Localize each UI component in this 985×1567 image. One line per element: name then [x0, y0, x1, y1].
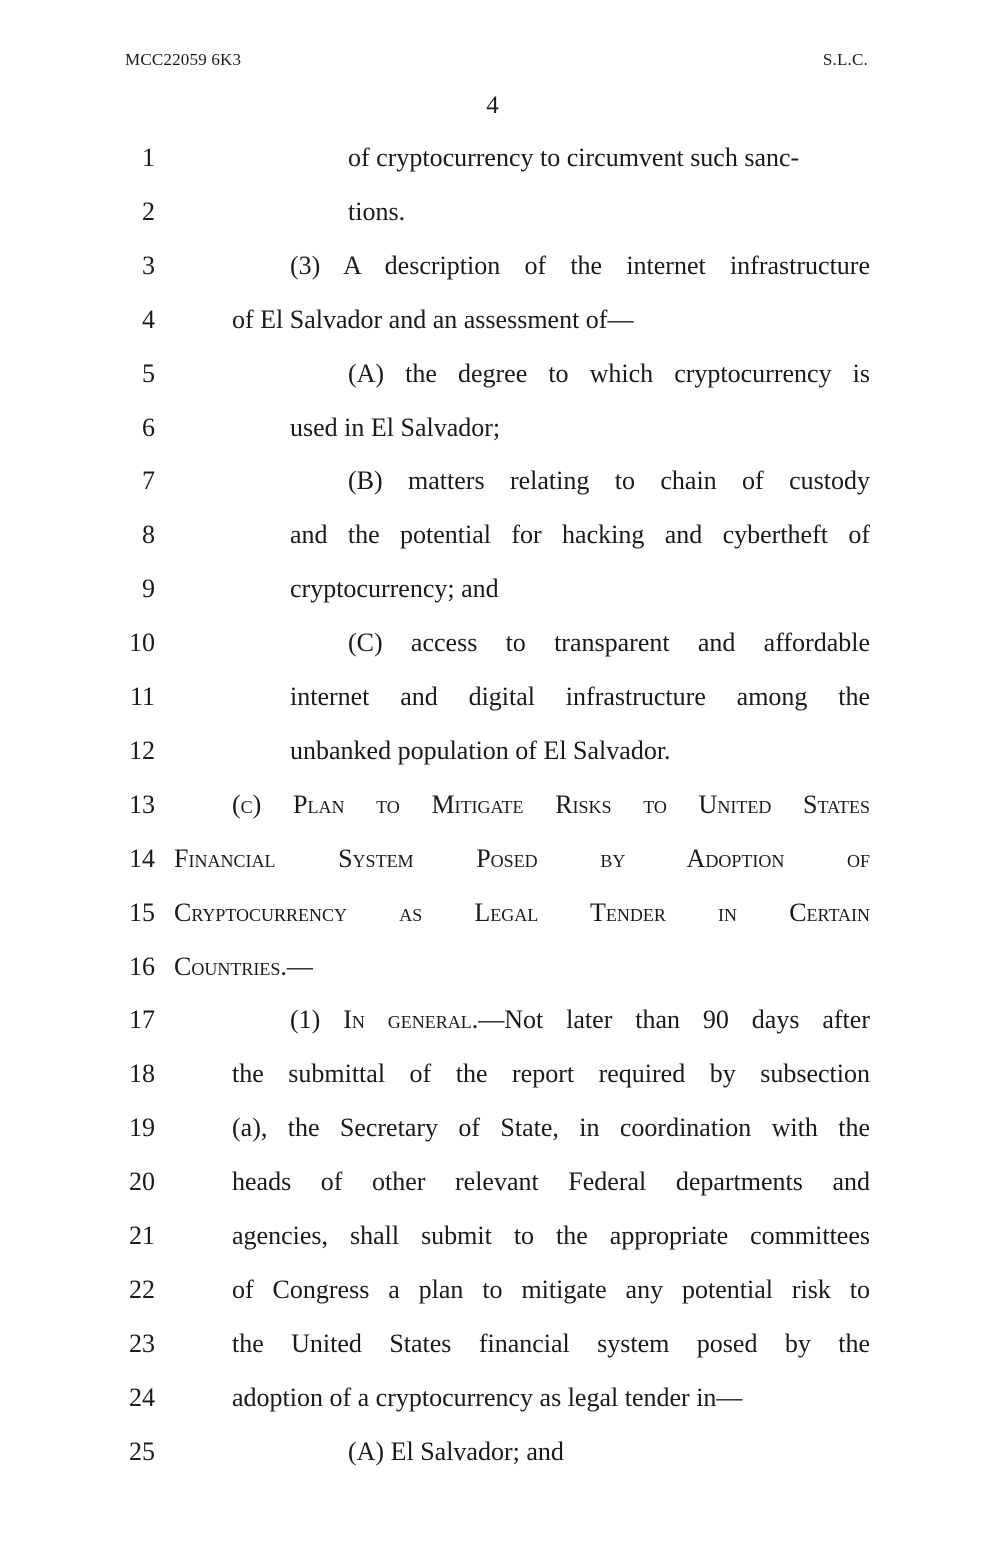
line-number: 18 [129, 1059, 155, 1088]
line-number: 13 [129, 790, 155, 819]
line-text: adoption of a cryptocurrency as legal tender in— [232, 1383, 743, 1412]
line-number: 23 [129, 1329, 155, 1358]
line-number: 16 [129, 952, 155, 981]
line-number: 10 [129, 628, 155, 657]
line-text: Countries.— [174, 952, 313, 981]
document-id: MCC22059 6K3 [125, 50, 242, 69]
line-text: (a), the Secretary of State, in coordination with the [232, 1113, 870, 1142]
line-number: 12 [129, 736, 155, 765]
line-number: 22 [129, 1275, 155, 1304]
line-text: (1) In general.—Not later than 90 days after [290, 1005, 870, 1034]
line-number: 11 [129, 682, 155, 711]
line-text: (A) the degree to which cryptocurrency is [348, 359, 870, 388]
line-text: heads of other relevant Federal departments and [232, 1167, 870, 1196]
line-number: 9 [142, 574, 155, 603]
line-number: 7 [142, 466, 155, 495]
line-text: tions. [348, 197, 406, 226]
page-number: 4 [486, 92, 499, 119]
line-number: 17 [129, 1005, 155, 1034]
line-text: (3) A description of the internet infrastructure [290, 251, 870, 280]
line-text: agencies, shall submit to the appropriate committees [232, 1221, 870, 1250]
line-text: the United States financial system posed by the [232, 1329, 870, 1358]
line-text: of Congress a plan to mitigate any potential risk to [232, 1275, 870, 1304]
line-number: 14 [129, 844, 155, 873]
line-number: 4 [142, 305, 155, 334]
line-text: of cryptocurrency to circumvent such sanc- [348, 143, 800, 172]
line-text: internet and digital infrastructure among the [290, 682, 870, 711]
line-number: 1 [142, 143, 155, 172]
line-number: 24 [129, 1383, 155, 1412]
line-number: 20 [129, 1167, 155, 1196]
line-text: Cryptocurrency as Legal Tender in Certain [174, 898, 870, 927]
line-text: and the potential for hacking and cybertheft of [290, 520, 870, 549]
line-number: 5 [142, 359, 155, 388]
line-text: (C) access to transparent and affordable [348, 628, 870, 657]
line-number: 21 [129, 1221, 155, 1250]
line-text: the submittal of the report required by subsection [232, 1059, 870, 1088]
line-text: (A) El Salvador; and [348, 1437, 564, 1466]
office-code: S.L.C. [822, 50, 868, 69]
line-text: unbanked population of El Salvador. [290, 736, 671, 765]
line-number: 19 [129, 1113, 155, 1142]
line-text: of El Salvador and an assessment of— [232, 305, 634, 334]
line-number: 15 [129, 898, 155, 927]
line-text: (c) Plan to Mitigate Risks to United States [232, 790, 870, 819]
line-text: cryptocurrency; and [290, 574, 499, 603]
line-number: 25 [129, 1437, 155, 1466]
line-number: 3 [142, 251, 155, 280]
line-number: 8 [142, 520, 155, 549]
line-number: 6 [142, 413, 155, 442]
line-text: Financial System Posed by Adoption of [174, 844, 870, 873]
line-text: used in El Salvador; [290, 413, 501, 442]
line-number: 2 [142, 197, 155, 226]
line-text: (B) matters relating to chain of custody [348, 466, 870, 495]
